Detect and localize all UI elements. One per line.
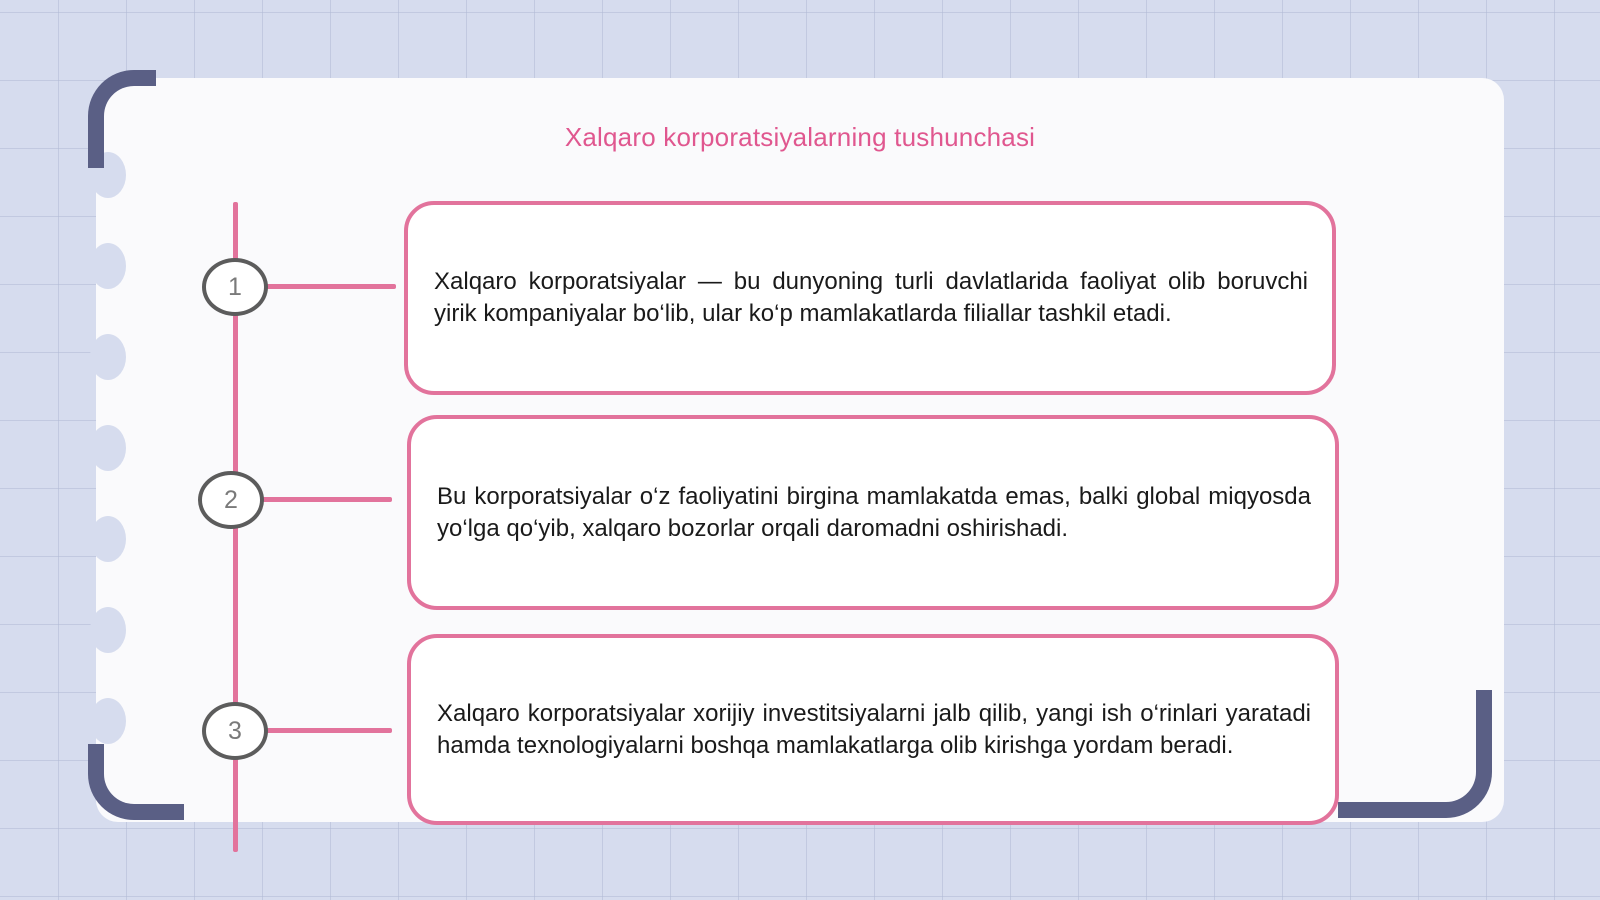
content-text: Xalqaro korporatsiyalar — bu dunyoning turli davlatlarida faoliyat olib boruvchi yirik kompaniyalar bo‘lib, ular ko‘p mamlakatlarda filiallar tashkil etadi. [434,268,1308,327]
paper-scallop [90,607,126,653]
paper-scallop [90,243,126,289]
timeline-connector [262,284,396,289]
content-box [407,415,1339,610]
content-box [404,201,1336,395]
step-number-circle: 3 [202,702,268,760]
frame-corner-bottom-right [1338,690,1492,818]
content-text: Xalqaro korporatsiyalar xorijiy investitsiyalarni jalb qilib, yangi ish o‘rinlari yaratadi hamda texnologiyalarni boshqa mamlakatlarga olib kirishga yordam beradi. [437,699,1311,759]
paper-scallop [90,425,126,471]
paper-scallop [90,516,126,562]
slide-title: Xalqaro korporatsiyalarning tushunchasi [564,122,1036,152]
content-box [407,634,1339,825]
step-number-circle: 1 [202,258,268,316]
timeline-connector [258,497,392,502]
content-text: Bu korporatsiyalar o‘z faoliyatini birgina mamlakatda emas, balki global miqyosda yo‘lga qo‘yib, xalqaro bozorlar orqali daromadni oshirishadi. [437,482,1311,542]
step-number-circle: 2 [198,471,264,529]
timeline-connector [262,728,392,733]
paper-scallop [90,334,126,380]
paper-scallop [90,698,126,744]
frame-corner-top-left [88,70,156,168]
